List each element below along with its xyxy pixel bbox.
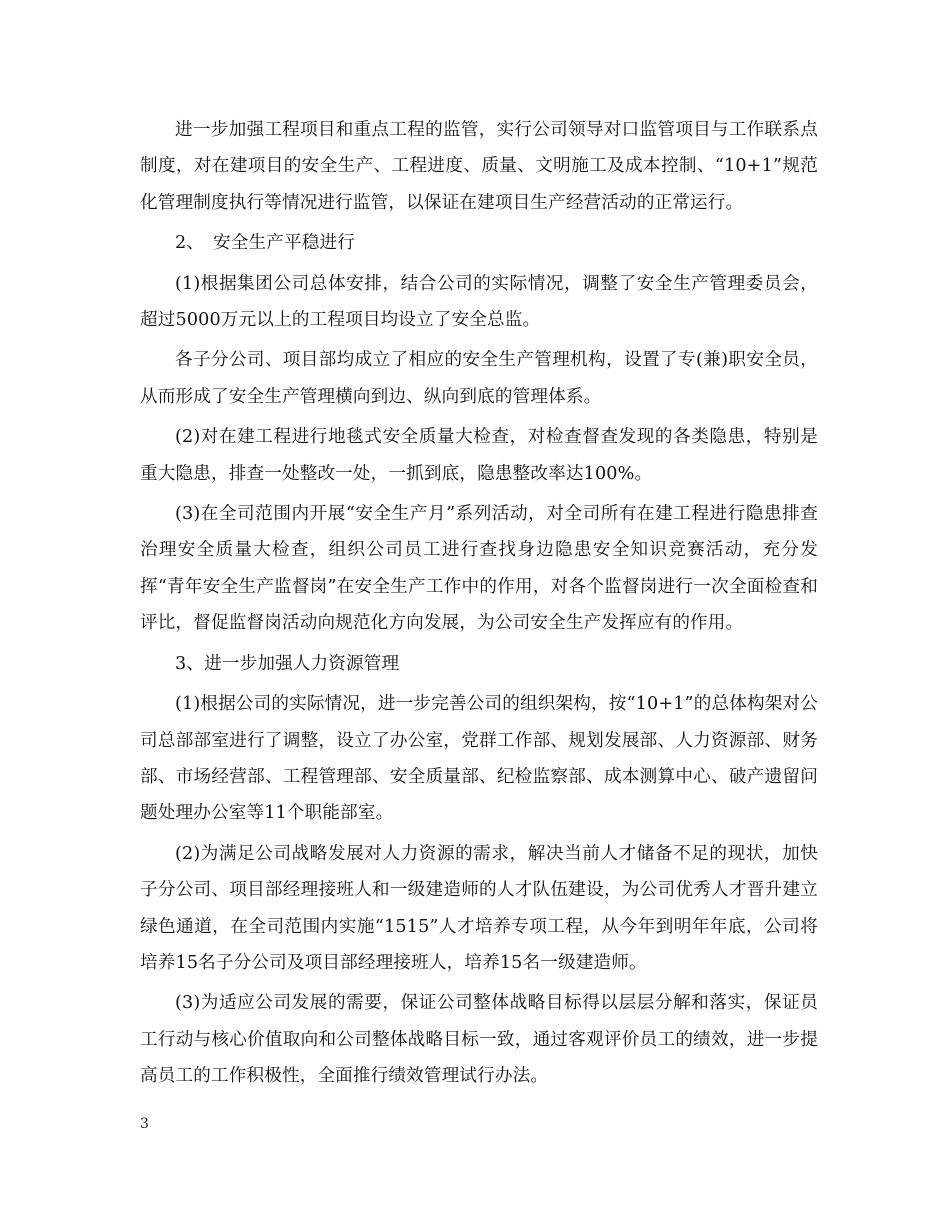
paragraph-safety-organization: 各子分公司、项目部均成立了相应的安全生产管理机构，设置了专(兼)职安全员，从而形成了安全生产管理横向到边、纵向到底的管理体系。 (140, 350, 818, 407)
paragraph-org-structure: (1)根据公司的实际情况，进一步完善公司的组织架构，按“10+1”的总体构架对公司总部部室进行了调整，设立了办公室，党群工作部、规划发展部、人力资源部、财务部、市场经营部、工程管理部、安全质量部、纪检监察部、成本测算中心、破产遗留问题处理办公室等11个职能部室。 (140, 694, 818, 824)
paragraph-safety-inspection: (2)对在建工程进行地毯式安全质量大检查，对检查督查发现的各类隐患，特别是重大隐患，排查一处整改一处，一抓到底，隐患整改率达100%。 (140, 427, 818, 484)
paragraph-safety-committee: (1)根据集团公司总体安排，结合公司的实际情况，调整了安全生产管理委员会，超过5000万元以上的工程项目均设立了安全总监。 (140, 273, 818, 331)
paragraph-project-supervision: 进一步加强工程项目和重点工程的监管，实行公司领导对口监管项目与工作联系点制度，对在建项目的安全生产、工程进度、质量、文明施工及成本控制、“10+1”规范化管理制度执行等情况进行监管，以保证在建项目生产经营活动的正常运行。 (140, 120, 818, 213)
paragraph-performance-management: (3)为适应公司发展的需要，保证公司整体战略目标得以层层分解和落实，保证员工行动与核心价值取向和公司整体战略目标一致，通过客观评价员工的绩效，进一步提高员工的工作积极性，全面推行绩效管理试行办法。 (140, 993, 818, 1087)
section-heading-safety-production: 2、 安全生产平稳进行 (175, 233, 355, 254)
paragraph-talent-training: (2)为满足公司战略发展对人力资源的需求，解决当前人才储备不足的现状，加快子分公司、项目部经理接班人和一级建造师的人才队伍建设，为公司优秀人才晋升建立绿色通道，在全司范围内实施“1515”人才培养专项工程，从今年到明年年底，公司将培养15名子分公司及项目部经理接班人，培养15名一级建造师。 (140, 843, 818, 973)
document-body (140, 112, 818, 1099)
page-number: 3 (140, 1116, 149, 1132)
paragraph-safety-month: (3)在全司范围内开展“安全生产月”系列活动，对全司所有在建工程进行隐患排查治理安全质量大检查，组织公司员工进行查找身边隐患安全知识竞赛活动，充分发挥“青年安全生产监督岗”在安全生产工作中的作用，对各个监督岗进行一次全面检查和评比，督促监督岗活动向规范化方向发展，为公司安全生产发挥应有的作用。 (140, 504, 818, 634)
section-heading-human-resources: 3、进一步加强人力资源管理 (175, 653, 400, 674)
